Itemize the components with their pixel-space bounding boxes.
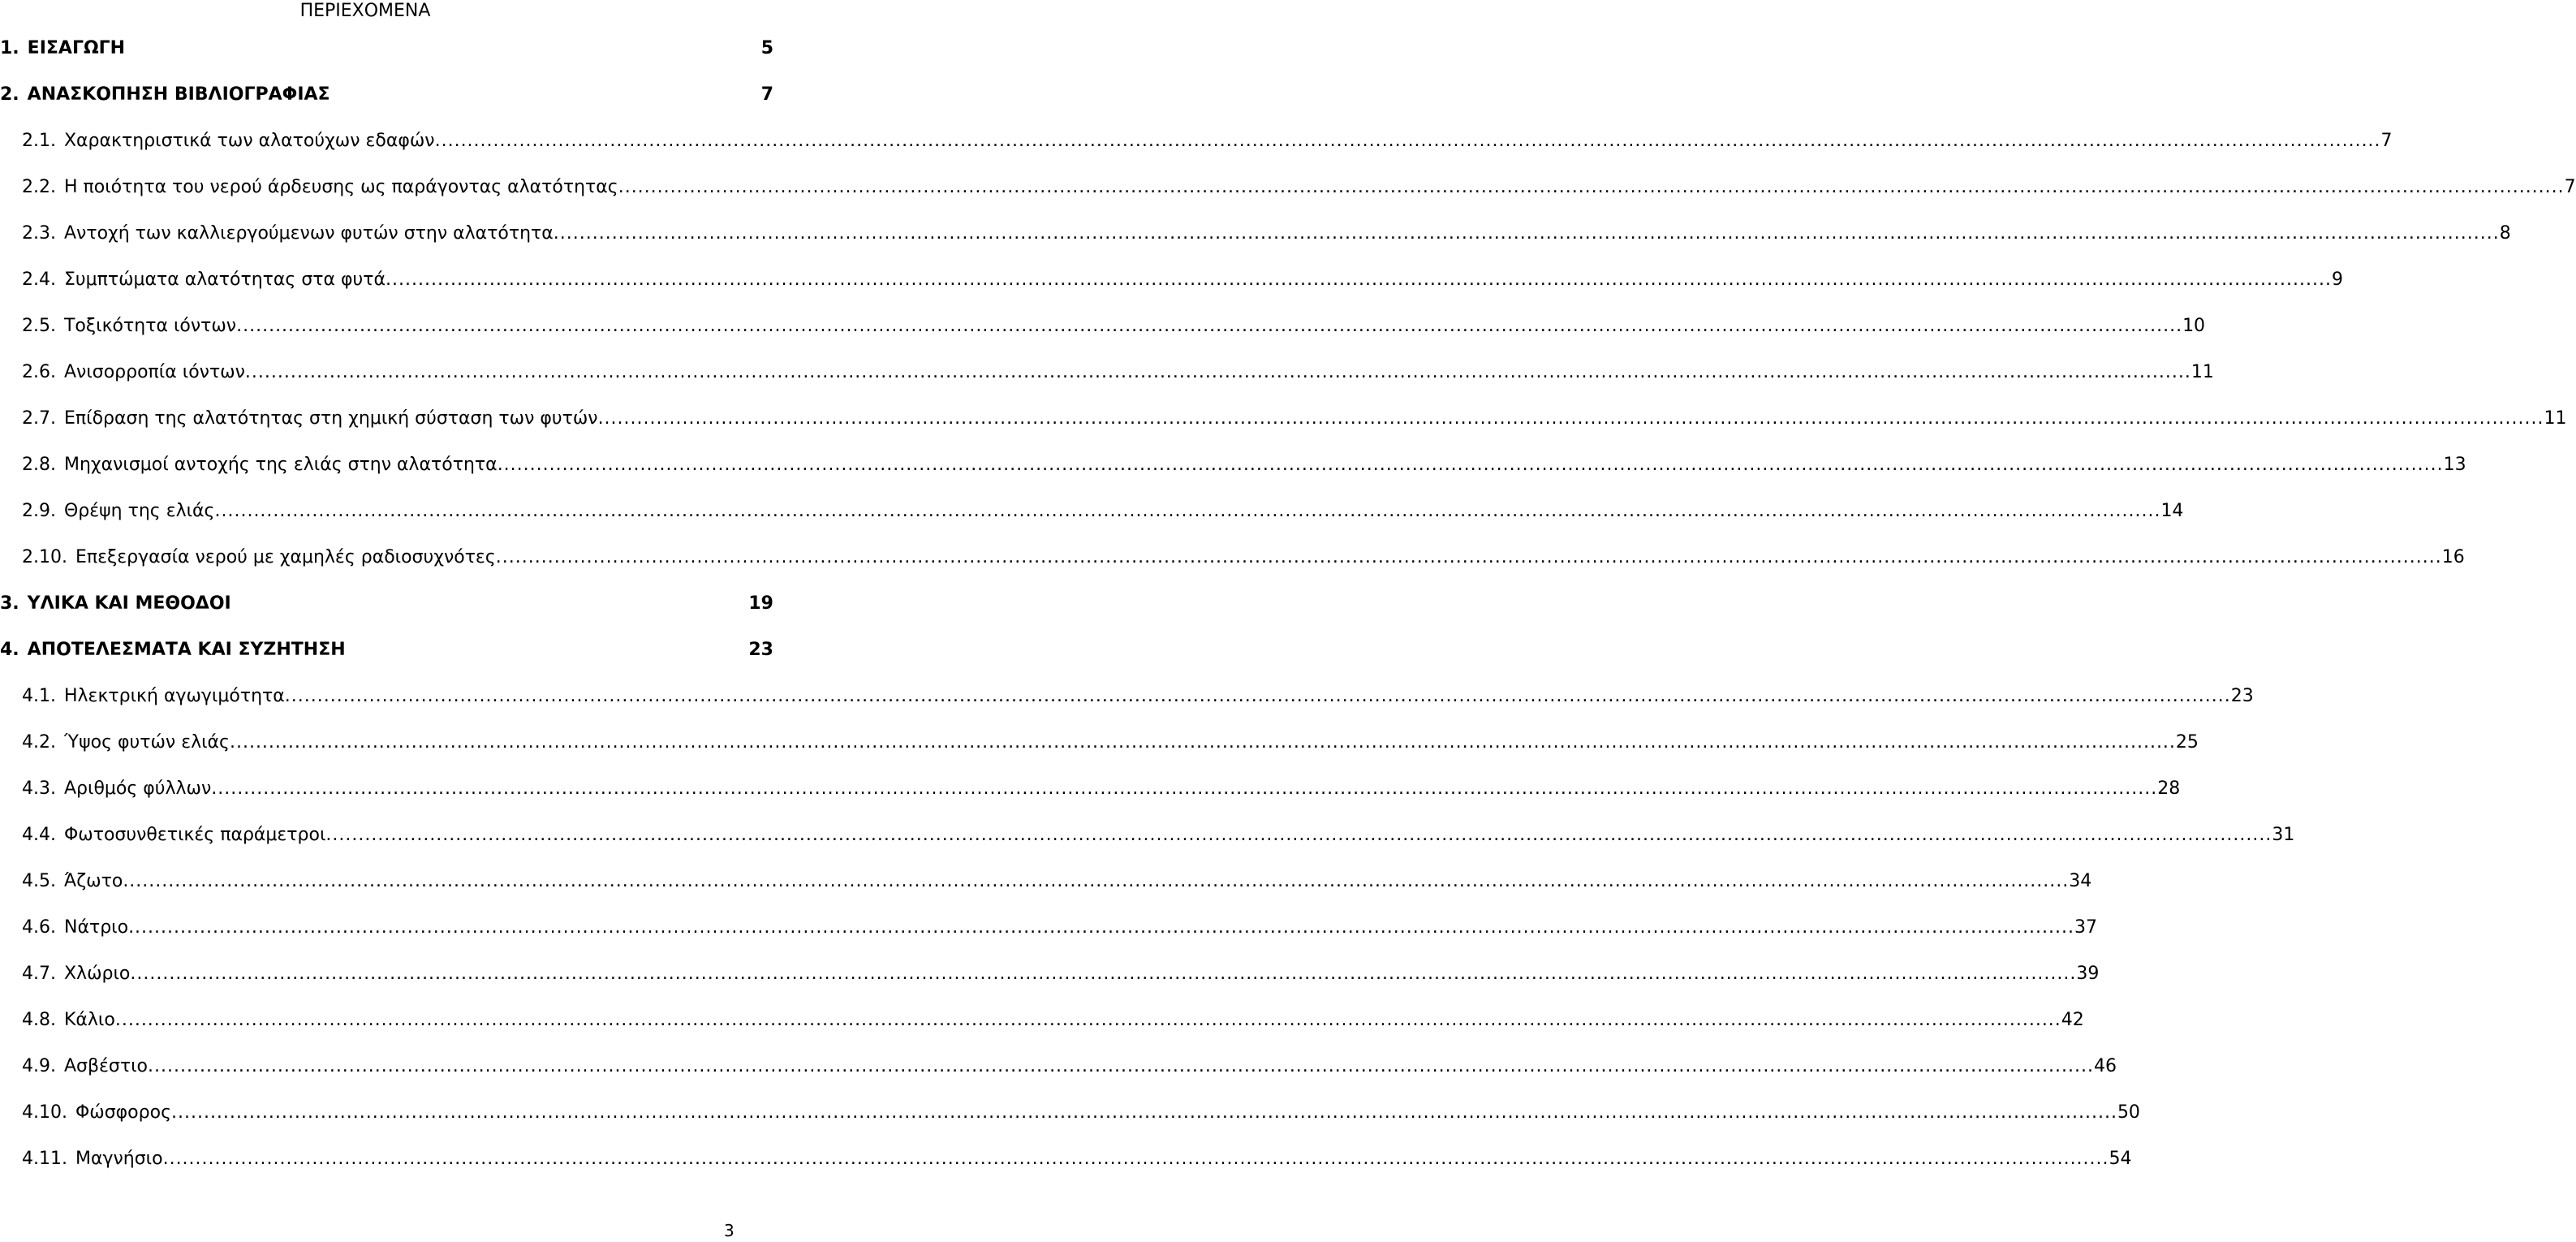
toc-entry-page: 46 [2093,1056,2117,1076]
toc-entry-number: 4.2. [22,732,56,753]
toc-entry-number: 4.11. [22,1149,67,1169]
toc-entry-label: Θρέψη της ελιάς [63,501,215,521]
toc-entry-number: 4.1. [22,686,56,706]
toc-leader-dots: ............................................................................................................................................................................................................................................................................................................ [434,131,2381,151]
toc-chapter[interactable] [0,32,773,65]
toc-entry-label: Επίδραση της αλατότητας στη χημική σύσταση των φυτών [63,408,598,429]
toc-entry-number: 2.9. [22,501,56,521]
toc-entry-number: 2.4. [22,270,56,290]
toc-entry-label: Ασβέστιο [63,1056,149,1076]
toc-entry-number: 2.1. [22,131,56,151]
toc-leader-dots: ............................................................................................................................................................................................................................................................................................................ [244,362,2191,382]
toc-entry-page: 25 [2175,732,2199,753]
toc-entry-number: 2. [0,84,19,105]
toc-entry[interactable] [22,403,2567,435]
toc-entry-number: 4.6. [22,917,56,938]
toc-entry-number: 2.10. [22,547,67,567]
toc-leader-dots: ............................................................................................................................................................................................................................................................................................................ [128,917,2075,938]
toc-entry-label: Χλώριο [63,964,131,984]
toc-entry-page: 7 [760,84,773,105]
toc-entry-number: 4.3. [22,778,56,799]
toc-leader-dots: ............................................................................................................................................................................................................................................................................................................ [236,316,2183,336]
toc-chapter[interactable] [0,634,773,666]
toc-leader-dots: ............................................................................................................................................................................................................................................................................................................ [211,778,2158,799]
toc-entry-label: Συμπτώματα αλατότητας στα φυτά [63,270,386,290]
toc-entry[interactable] [22,912,2098,944]
toc-entry-page: 13 [2443,455,2466,475]
toc-entry-page: 37 [2074,917,2098,938]
toc-entry[interactable] [22,1004,2084,1037]
toc-leader-dots: ............................................................................................................................................................................................................................................................................................................ [214,501,2161,521]
toc-entry-label: Ηλεκτρική αγωγιμότητα [63,686,285,706]
toc-entry[interactable] [22,1097,2140,1129]
toc-leader-dots: ............................................................................................................................................................................................................................................................................................................ [162,1149,2109,1169]
toc-leader-dots: ............................................................................................................................................................................................................................................................................................................ [229,732,2176,753]
toc-entry-page: 54 [2109,1149,2132,1169]
toc-leader-dots: ............................................................................................................................................................................................................................................................................................................ [618,177,2565,197]
toc-entry-page: 42 [2061,1010,2084,1030]
toc-entry-number: 4.5. [22,871,56,891]
toc-leader-dots: ............................................................................................................................................................................................................................................................................................................ [114,1010,2061,1030]
toc-leader-dots: ............................................................................................................................................................................................................................................................................................................ [170,1102,2117,1123]
toc-entry-label: ΑΝΑΣΚΟΠΗΣΗ ΒΙΒΛΙΟΓΡΑΦΙΑΣ [27,84,330,105]
toc-entry-page: 7 [2380,131,2393,151]
toc-entry-label: Αριθμός φύλλων [63,778,212,799]
toc-entry-label: ΑΠΟΤΕΛΕΣΜΑΤΑ ΚΑΙ ΣΥΖΗΤΗΣΗ [27,640,346,660]
toc-entry[interactable] [22,819,2295,852]
toc-entry-page: 23 [748,640,773,660]
toc-entry-label: Μαγνήσιο [75,1149,163,1169]
toc-entry-label: Κάλιο [63,1010,115,1030]
toc-entry[interactable] [22,680,2254,713]
toc-entry-number: 2.8. [22,455,56,475]
toc-entry-number: 1. [0,38,19,58]
toc-entry-page: 11 [2544,408,2567,429]
toc-entry-page: 10 [2182,316,2206,336]
toc-entry-page: 5 [760,38,773,58]
toc-entry[interactable] [22,865,2092,898]
toc-entry[interactable] [22,1143,2132,1175]
toc-entry-page: 7 [2564,177,2576,197]
toc-entry[interactable] [22,958,2100,990]
toc-entry-label: Μηχανισμοί αντοχής της ελιάς στην αλατότητα [63,455,498,475]
toc-entry[interactable] [22,727,2199,759]
toc-entry[interactable] [22,1050,2117,1083]
toc-leader-dots: ............................................................................................................................................................................................................................................................................................................ [123,871,2070,891]
toc-leader-dots: ............................................................................................................................................................................................................................................................................................................ [495,547,2442,567]
toc-entry-number: 2.5. [22,316,56,336]
toc-entry-label: Φωτοσυνθετικές παράμετροι [63,825,326,845]
toc-entry-page: 11 [2190,362,2214,382]
toc-entry[interactable] [22,449,2466,481]
toc-entry-label: Φώσφορος [75,1102,171,1123]
toc-entry-label: Η ποιότητα του νερού άρδευσης ως παράγοντας αλατότητας [63,177,618,197]
toc-entry-page: 14 [2160,501,2184,521]
toc-entry-label: Ύψος φυτών ελιάς [63,732,230,753]
toc-leader-dots: ............................................................................................................................................................................................................................................................................................................ [148,1056,2094,1076]
toc-entry[interactable] [22,125,2393,157]
toc-entry[interactable] [22,218,2511,250]
toc-leader-dots: ............................................................................................................................................................................................................................................................................................................ [497,455,2444,475]
toc-entry-page: 50 [2117,1102,2140,1123]
toc-entry-number: 4.9. [22,1056,56,1076]
toc-leader-dots: ............................................................................................................................................................................................................................................................................................................ [325,825,2272,845]
toc-entry-page: 23 [2230,686,2254,706]
toc-entry-number: 2.3. [22,223,56,244]
toc-entry-number: 2.7. [22,408,56,429]
toc-entry-number: 4.7. [22,964,56,984]
toc-entry-page: 9 [2331,270,2343,290]
toc-entry-label: Τοξικότητα ιόντων [63,316,237,336]
toc-entry-label: Αντοχή των καλλιεργούμενων φυτών στην αλατότητα [63,223,554,244]
toc-leader-dots: ............................................................................................................................................................................................................................................................................................................ [553,223,2500,244]
toc-entry-page: 8 [2499,223,2511,244]
toc-leader-dots: ............................................................................................................................................................................................................................................................................................................ [597,408,2544,429]
page-title: ΠΕΡΙΕΧΟΜΕΝΑ [299,1,431,21]
toc-entry-page: 28 [2157,778,2181,799]
toc-leader-dots: ............................................................................................................................................................................................................................................................................................................ [386,270,2332,290]
toc-entry-label: Άζωτο [63,871,123,891]
toc-entry[interactable] [22,264,2343,296]
toc-entry-number: 4.8. [22,1010,56,1030]
toc-chapter[interactable] [0,588,773,620]
toc-entry-number: 2.2. [22,177,56,197]
toc-entry-label: Ανισορροπία ιόντων [63,362,245,382]
toc-entry-page: 34 [2069,871,2092,891]
toc-entry-number: 4. [0,640,19,660]
toc-entry[interactable] [22,310,2206,343]
toc-entry[interactable] [22,541,2465,574]
toc-entry[interactable] [22,171,2576,204]
toc-entry-page: 31 [2272,825,2295,845]
toc-entry-number: 2.6. [22,362,56,382]
toc-entry-number: 3. [0,593,19,614]
toc-entry-label: Νάτριο [63,917,129,938]
toc-entry-number: 4.4. [22,825,56,845]
toc-leader-dots: ............................................................................................................................................................................................................................................................................................................ [130,964,2077,984]
toc-entry-page: 16 [2441,547,2465,567]
toc-entry[interactable] [22,495,2184,528]
toc-entry-label: ΕΙΣΑΓΩΓΗ [27,38,126,58]
toc-entry-label: Χαρακτηριστικά των αλατούχων εδαφών [63,131,435,151]
toc-entry-page: 39 [2076,964,2100,984]
toc-entry-page: 19 [748,593,773,614]
toc-chapter[interactable] [0,79,773,111]
toc-entry-label: Επεξεργασία νερού με χαμηλές ραδιοσυχνότες [75,547,496,567]
toc-entry-number: 4.10. [22,1102,67,1123]
page-number: 3 [724,1221,734,1240]
toc-entry[interactable] [22,773,2181,805]
toc-entry[interactable] [22,356,2214,389]
toc-entry-label: ΥΛΙΚΑ ΚΑΙ ΜΕΘΟΔΟΙ [27,593,231,614]
toc-leader-dots: ............................................................................................................................................................................................................................................................................................................ [284,686,2231,706]
